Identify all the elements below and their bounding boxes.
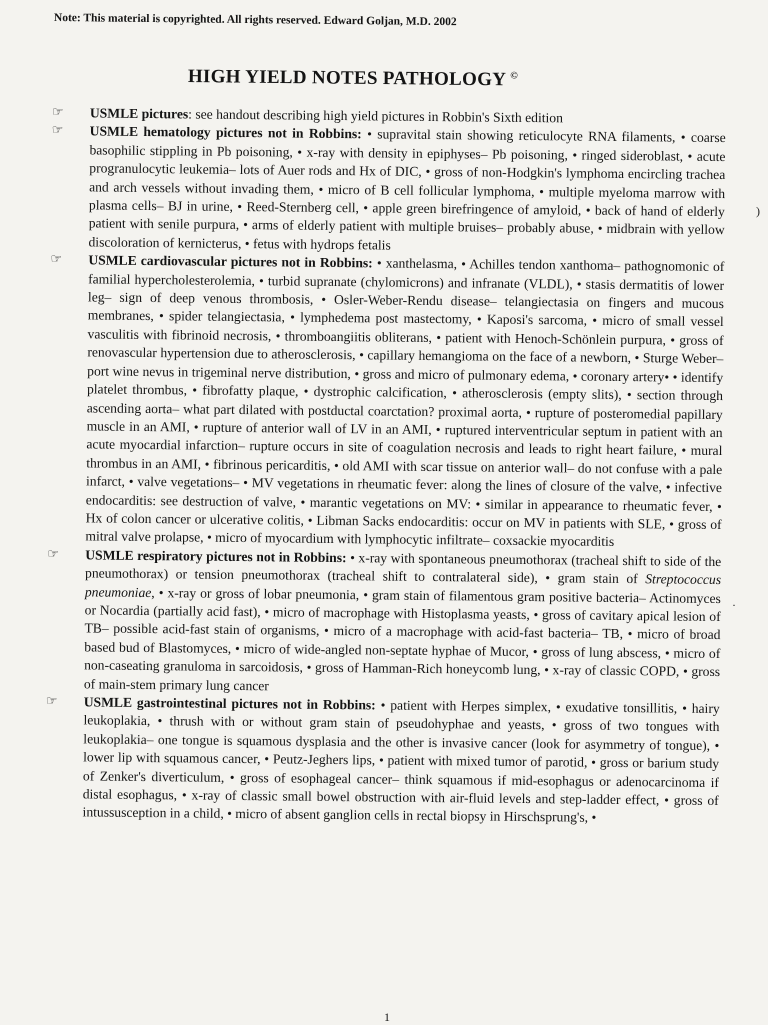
- margin-dot-mark: ·: [732, 598, 736, 612]
- page-number: 1: [384, 1010, 390, 1024]
- item-body: , • x-ray or gross of lobar pneumonia, • gram stain of filamentous gram positive bacteria– Actinomyces or Nocardia (partially acid fast), • micro of macrophage with Histoplasma yeasts, • gross of cavitary apical lesion of TB– possible acid-fast stain of organisms, • micro of a macrophage with acid-fast bacteria– TB, • micro of broad based bud of Blastomyces, • micro of wide-angled non-septate hyphae of Mucor, • gross of lung abscess, • micro of non-caseating granuloma in sarcoidosis, • gross of Hamman-Rich honeycomb lung, • x-ray of classic COPD, • gross of main-stem primary lung cancer: [83, 584, 721, 693]
- item-heading: USMLE gastrointestinal pictures not in Robbins:: [83, 694, 376, 713]
- pointing-hand-icon: ☞: [50, 252, 63, 268]
- notes-list: [42, 104, 725, 829]
- pointing-hand-icon: ☞: [51, 123, 64, 139]
- item-heading: USMLE hematology pictures not in Robbins:: [89, 123, 362, 142]
- list-item: [48, 122, 725, 258]
- item-heading: USMLE pictures: [89, 105, 189, 122]
- item-heading: USMLE respiratory pictures not in Robbins:: [85, 547, 347, 565]
- item-body: • supravital stain showing reticulocyte RNA filaments, • coarse basophilic stippling in Pb poisoning, • x-ray with density in epiphyses– Pb poisoning, • ringed sideroblast, • acute progranulocytic leukemia– lots of Auer rods and Hx of DIC, • gross of non-Hodgkin's lymphoma encircling trachea and arch vessels without invading them, • micro of B cell follicular lymphoma, • multiple myeloma marrow with plasma cells– BJ in urine, • Reed-Sternberg cell, • apple green birefringence of amyloid, • back of hand of elderly patient with senile purpura, • arms of elderly patient with multiple bruises– probably abuse, • midbrain with yellow discoloration of kernicterus, • fetus with hydrops fetalis: [88, 126, 726, 253]
- list-item: [42, 693, 719, 829]
- item-body-italic: Streptococcus pneumoniae: [84, 571, 722, 600]
- pointing-hand-icon: ☞: [51, 105, 64, 121]
- list-item: [44, 546, 722, 700]
- item-body: : see handout describing high yield pictures in Robbin's Sixth edition: [188, 106, 564, 126]
- item-body: • xanthelasma, • Achilles tendon xanthoma– pathognomonic of familial hypercholesterolemia, • turbid supranate (chylomicrons) and infranate (VLDL), • stasis dermatitis of lower leg– sign of deep venous thrombosis, • Osler-Weber-Rendu disease– telangiectasia on fingers and mucous membranes, • spider telangiectasia, • lymphedema post mastectomy, • Kaposi's sarcoma, • micro of small vessel vasculitis with fibrinoid necrosis, • thromboangiitis obliterans, • patient with Henoch-Schönlein purpura, • gross of renovascular hypertension due to atherosclerosis, • capillary hemangioma on the face of a newborn, • Sturge Weber– port wine nevus in trigeminal nerve distribution, • gross and micro of pulmonary edema, • coronary artery• • identify platelet thrombus, • fibrofatty plaque, • dystrophic calcification, • atherosclerosis (empty slits), • section through ascending aorta– what part dilated with postductal coarctation? proximal aorta, • rupture of posteromedial papillary muscle in an AMI, • rupture of anterior wall of LV in an AMI, • ruptured interventricular septum in patient with an acute myocardial infarction– rupture occurs in site of coagulation necrosis and leads to right heart failure, • mural thrombus in an AMI, • fibrinous pericarditis, • old AMI with scar tissue on anterior wall– do not confuse with a pale infarct, • valve vegetations– • MV vegetations in rheumatic fever: along the lines of closure of the valve, • infective endocarditis: see destruction of valve, • marantic vegetations on MV: • similar in appearance to rheumatic fever, • Hx of colon cancer or ulcerative colitis, • Libman Sacks endocarditis: occur on MV in patients with SLE, • gross of mitral valve prolapse, • micro of myocardium with lymphocytic infiltrate– coxsackie myocarditis: [85, 255, 725, 550]
- list-item: [45, 251, 724, 553]
- item-body: • patient with Herpes simplex, • exudative tonsillitis, • hairy leukoplakia, • thrush with or without gram stain of pseudohyphae and yeasts, • gross of two tongues with leukoplakia– one tongue is squamous dysplasia and the other is invasive cancer (look for asymmetry of tongue), • lower lip with squamous cancer, • Peutz-Jeghers lips, • patient with mixed tumor of parotid, • gross or barium study of Zenker's diverticulum, • gross of esophageal cancer– think squamous if mid-esophagus or adenocarcinoma if distal esophagus, • x-ray of classic small bowel obstruction with air-fluid levels and step-ladder effect, • gross of intussusception in a child, • micro of absent ganglion cells in rectal biopsy in Hirschsprung's, •: [82, 697, 720, 826]
- copyright-mark: ©: [510, 70, 519, 82]
- title-text: HIGH YIELD NOTES PATHOLOGY: [187, 66, 507, 91]
- item-heading: USMLE cardiovascular pictures not in Robbins:: [88, 252, 373, 271]
- copyright-note: Note: This material is copyrighted. All rights reserved. Edward Goljan, M.D. 2002: [53, 12, 457, 29]
- pointing-hand-icon: ☞: [45, 693, 58, 710]
- page-title: [188, 66, 608, 92]
- item-body: • x-ray with spontaneous pneumothorax (tracheal shift to side of the pneumothorax) or tension pneumothorax (tracheal shift to contralateral side), • gram stain of: [85, 549, 722, 587]
- margin-bracket-mark: ): [756, 204, 760, 218]
- pointing-hand-icon: ☞: [47, 546, 60, 562]
